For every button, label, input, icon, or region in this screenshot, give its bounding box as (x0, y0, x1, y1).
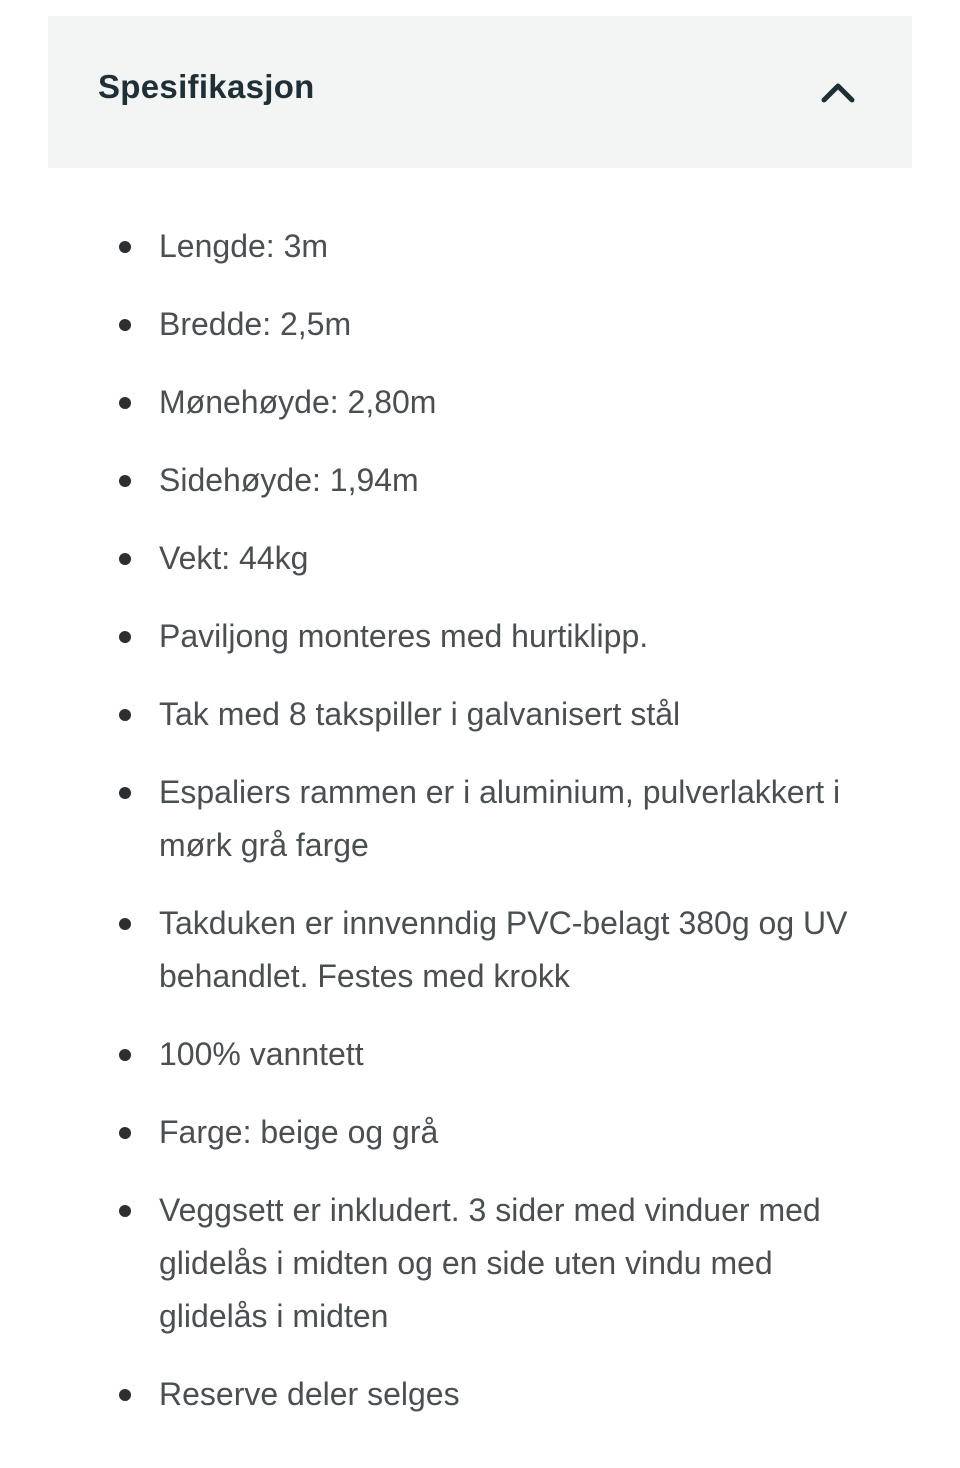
spec-accordion (48, 16, 912, 168)
bullet-dot (119, 1127, 131, 1139)
list-item (48, 1028, 868, 1081)
bullet-dot (119, 631, 131, 643)
bullet-dot (119, 397, 131, 409)
bullet-dot (119, 241, 131, 253)
bullet-dot (119, 709, 131, 721)
list-item (48, 454, 868, 507)
bullet-dot (119, 1205, 131, 1217)
bullet-dot (119, 553, 131, 565)
spec-text: Reserve deler selges (159, 1376, 460, 1412)
spec-text: Farge: beige og grå (159, 1114, 439, 1150)
bullet-dot (119, 918, 131, 930)
spec-text: Tak med 8 takspiller i galvanisert stål (159, 696, 681, 732)
bullet-dot (119, 319, 131, 331)
list-item (48, 1184, 868, 1343)
spec-text: Veggsett er inkludert. 3 sider med vinduer med glidelås i midten og en side uten vindu med glidelås i midten (159, 1192, 821, 1334)
spec-list (48, 220, 868, 1446)
list-item (48, 1106, 868, 1159)
spec-text: Paviljong monteres med hurtiklipp. (159, 618, 649, 654)
list-item (48, 376, 868, 429)
accordion-header[interactable] (48, 16, 912, 168)
list-item (48, 766, 868, 872)
spec-text: Mønehøyde: 2,80m (159, 384, 437, 420)
list-item (48, 532, 868, 585)
list-item (48, 897, 868, 1003)
chevron-up-icon[interactable] (818, 72, 858, 112)
list-item (48, 220, 868, 273)
list-item (48, 688, 868, 741)
bullet-dot (119, 787, 131, 799)
spec-text: Sidehøyde: 1,94m (159, 462, 419, 498)
spec-text: Bredde: 2,5m (159, 306, 352, 342)
list-item (48, 298, 868, 351)
list-item (48, 1368, 868, 1421)
bullet-dot (119, 475, 131, 487)
spec-text: Lengde: 3m (159, 228, 329, 264)
spec-text: 100% vanntett (159, 1036, 364, 1072)
spec-text: Vekt: 44kg (159, 540, 309, 576)
list-item (48, 610, 868, 663)
bullet-dot (119, 1389, 131, 1401)
spec-text: Espaliers rammen er i aluminium, pulverlakkert i mørk grå farge (159, 774, 841, 863)
spec-text: Takduken er innvenndig PVC-belagt 380g og UV behandlet. Festes med krokk (159, 905, 848, 994)
bullet-dot (119, 1049, 131, 1061)
accordion-title: Spesifikasjon (98, 68, 315, 105)
